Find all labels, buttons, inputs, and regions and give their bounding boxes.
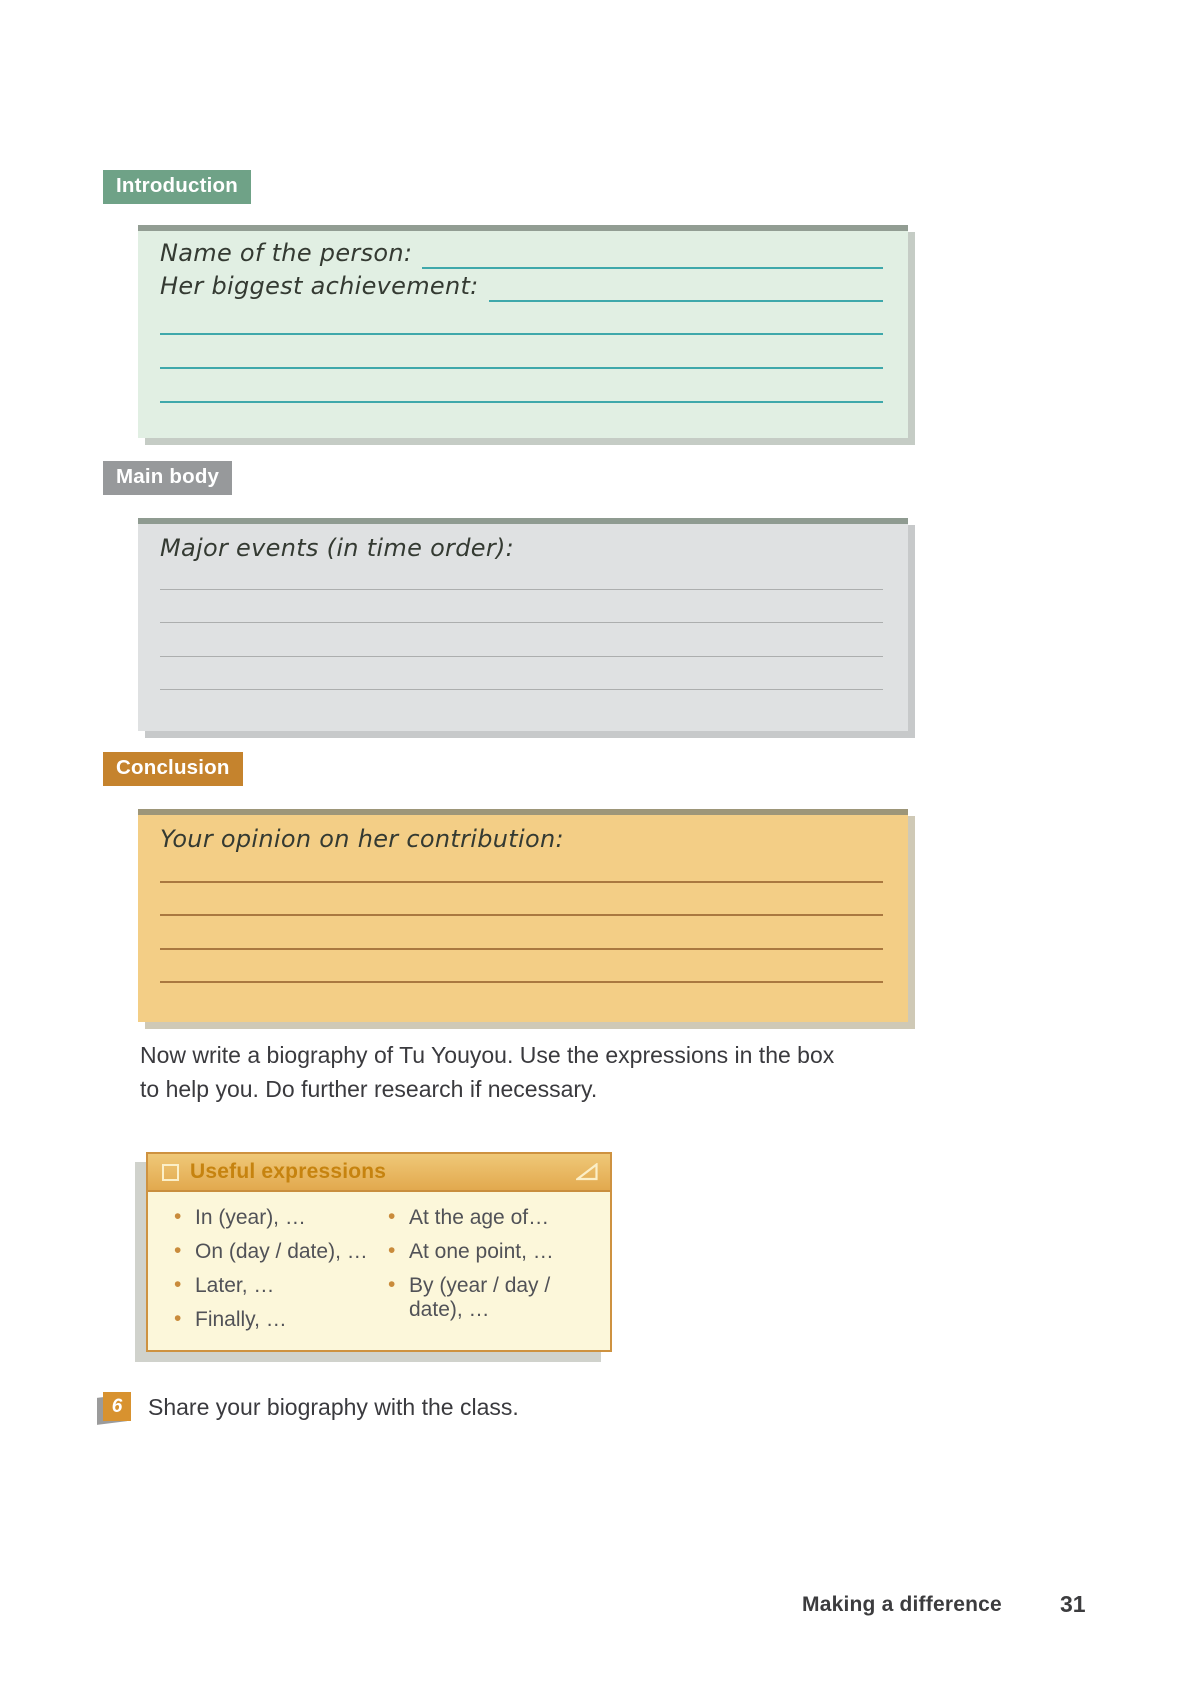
square-icon [162,1164,179,1181]
list-item [174,1206,374,1230]
field-label-name: Name of the person: [160,239,413,267]
expression-text: By (year / day / date), … [409,1274,551,1321]
list-item [388,1206,593,1230]
list-item [174,1240,374,1264]
expressions-column-right [388,1206,593,1332]
section-badge-introduction: Introduction [103,170,251,204]
triangle-icon [576,1163,598,1181]
page-number: 31 [1060,1591,1086,1617]
expressions-column-left [174,1206,374,1342]
expression-text: Later, … [195,1274,275,1297]
writing-line [160,871,883,883]
bullet-icon: • [174,1273,182,1296]
expression-text: On (day / date), … [195,1240,368,1263]
exercise-6-text: Share your biography with the class. [148,1394,519,1420]
conclusion-writing-box [138,809,908,1022]
writing-line [160,971,883,983]
bullet-icon: • [388,1239,396,1262]
useful-expressions-header [148,1154,610,1192]
field-row [160,239,883,269]
bullet-icon: • [388,1273,396,1296]
field-label-opinion: Your opinion on her contribution: [160,825,564,853]
task-instruction-line1: Now write a biography of Tu Youyou. Use the expressions in the box [140,1042,835,1068]
field-row [160,272,883,302]
writing-line [160,579,883,590]
writing-line [160,938,883,950]
expression-text: At the age of… [409,1206,550,1229]
exercise-number: 6 [103,1392,131,1421]
writing-line [160,646,883,657]
expression-text: Finally, … [195,1308,287,1331]
list-item [388,1240,593,1264]
useful-expressions-box [146,1152,612,1352]
introduction-writing-box [138,225,908,438]
bullet-icon: • [174,1205,182,1228]
useful-expressions-body [148,1192,610,1350]
field-label-major-events: Major events (in time order): [160,534,515,562]
writing-line [160,391,883,403]
bullet-icon: • [388,1205,396,1228]
task-instruction [140,1038,920,1106]
expression-text: In (year), … [195,1206,306,1229]
section-badge-conclusion: Conclusion [103,752,243,786]
list-item [388,1274,593,1322]
writing-line [160,323,883,335]
exercise-number-badge [101,1392,132,1423]
writing-line [160,904,883,916]
writing-line [160,612,883,623]
bullet-icon: • [174,1239,182,1262]
writing-line [489,290,883,302]
field-label-achievement: Her biggest achievement: [160,272,479,300]
writing-line [422,257,883,269]
list-item [174,1308,374,1332]
section-badge-main-body: Main body [103,461,232,495]
writing-line [160,679,883,690]
expression-text: At one point, … [409,1240,554,1263]
footer-section-title: Making a difference [802,1593,1002,1616]
list-item [174,1274,374,1298]
exercise-6 [101,1392,519,1423]
bullet-icon: • [174,1307,182,1330]
writing-line [160,357,883,369]
main-body-writing-box [138,518,908,731]
task-instruction-line2: to help you. Do further research if necessary. [140,1076,598,1102]
useful-expressions-title: Useful expressions [190,1160,387,1183]
